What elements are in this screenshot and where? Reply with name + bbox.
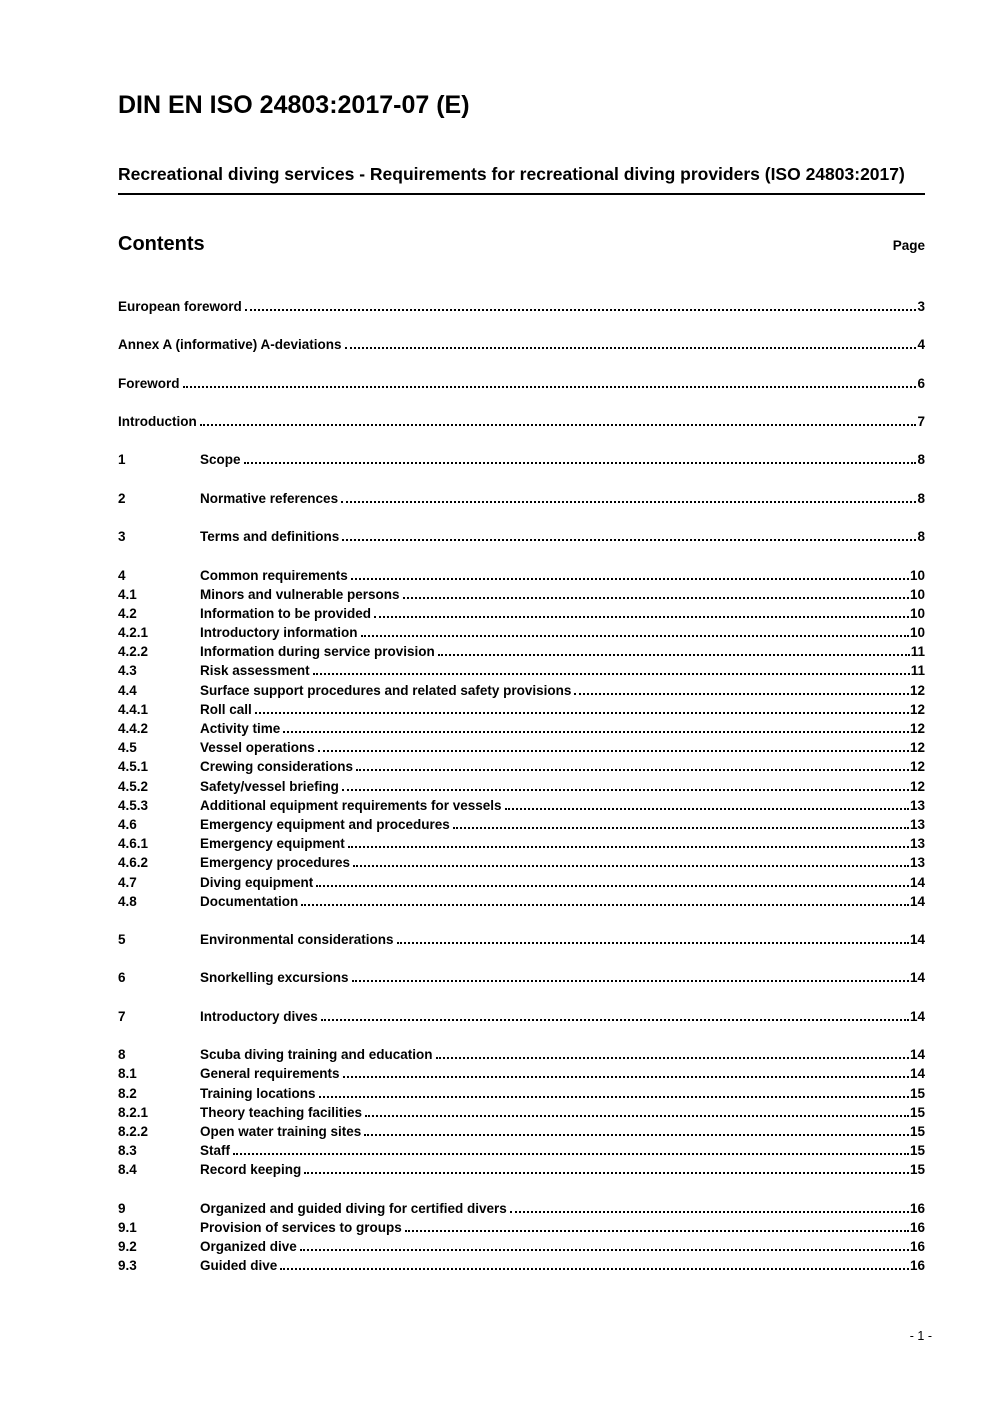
toc-leader-dots xyxy=(283,731,909,733)
toc-entry-title: Activity time xyxy=(200,721,281,736)
toc-entry-title: Information during service provision xyxy=(200,644,435,660)
toc-entry-title: Organized dive xyxy=(200,1239,297,1255)
toc-leader-dots xyxy=(313,673,910,675)
contents-heading: Contents xyxy=(118,232,205,255)
toc-entry xyxy=(118,853,925,872)
toc-entry-number: 9 xyxy=(118,1200,126,1216)
toc-entry-number: 7 xyxy=(118,1008,126,1024)
toc-leader-dots xyxy=(352,980,909,982)
table-of-contents xyxy=(118,297,925,1276)
toc-entry-page: 13 xyxy=(909,836,925,852)
toc-entry-page: 14 xyxy=(909,932,925,948)
toc-entry-title: Theory teaching facilities xyxy=(200,1104,363,1120)
toc-entry-number: 4.5 xyxy=(118,740,137,756)
toc-leader-dots xyxy=(353,865,909,867)
toc-entry-title: Open water training sites xyxy=(200,1123,362,1139)
toc-entry-title: Emergency equipment and procedures xyxy=(200,816,450,832)
toc-entry-number: 4.6.1 xyxy=(118,836,149,852)
toc-entry xyxy=(118,815,925,834)
toc-entry-page: 4 xyxy=(917,337,925,353)
toc-entry-page: 12 xyxy=(909,721,925,736)
toc-leader-dots xyxy=(403,597,909,599)
document-code-heading: DIN EN ISO 24803:2017-07 (E) xyxy=(118,91,470,119)
toc-leader-dots xyxy=(280,1268,909,1270)
toc-entry-number: 4.1 xyxy=(118,586,137,602)
toc-entry-page: 10 xyxy=(909,567,925,583)
toc-entry-page: 16 xyxy=(909,1258,925,1274)
toc-entry-title: Terms and definitions xyxy=(200,529,340,545)
toc-entry xyxy=(118,1160,925,1179)
toc-entry-page: 8 xyxy=(917,490,925,506)
toc-leader-dots xyxy=(319,1096,909,1098)
toc-entry xyxy=(118,873,925,892)
toc-entry-number: 8.4 xyxy=(118,1162,137,1178)
toc-entry xyxy=(118,796,925,815)
toc-entry-number: 1 xyxy=(118,452,126,468)
toc-entry-title: Environmental considerations xyxy=(200,932,394,948)
toc-leader-dots xyxy=(304,1172,909,1174)
toc-entry-title: Risk assessment xyxy=(200,663,310,679)
toc-entry-page: 14 xyxy=(909,970,925,986)
toc-leader-dots xyxy=(316,885,909,887)
toc-entry-title: Provision of services to groups xyxy=(200,1219,402,1235)
toc-entry xyxy=(118,661,925,680)
toc-entry-number: 4.8 xyxy=(118,893,137,909)
toc-leader-dots xyxy=(436,1057,909,1059)
toc-entry xyxy=(118,642,925,661)
toc-entry-page: 12 xyxy=(909,740,925,756)
toc-entry-title: European foreword xyxy=(118,298,242,314)
toc-entry-title: Introduction xyxy=(118,414,197,429)
toc-entry-page: 8 xyxy=(917,452,925,468)
toc-entry-page: 11 xyxy=(910,663,925,679)
toc-leader-dots xyxy=(361,635,909,637)
toc-entry xyxy=(118,450,925,469)
toc-entry-title: Foreword xyxy=(118,375,180,391)
toc-entry-number: 3 xyxy=(118,529,126,545)
toc-entry-title: Staff xyxy=(200,1143,230,1159)
toc-entry-title: Guided dive xyxy=(200,1258,278,1274)
toc-leader-dots xyxy=(453,827,909,829)
toc-leader-dots xyxy=(342,789,909,791)
toc-entry-title: Scuba diving training and education xyxy=(200,1047,433,1063)
toc-leader-dots xyxy=(374,616,909,618)
toc-entry xyxy=(118,489,925,508)
toc-entry-title: Record keeping xyxy=(200,1162,302,1178)
toc-entry-number: 4.5.2 xyxy=(118,778,149,794)
toc-entry xyxy=(118,968,925,987)
toc-entry-title: Annex A (informative) A-deviations xyxy=(118,337,342,353)
toc-entry-number: 2 xyxy=(118,490,126,506)
toc-leader-dots xyxy=(348,846,909,848)
toc-entry-page: 15 xyxy=(909,1143,925,1159)
toc-leader-dots xyxy=(245,309,917,311)
toc-entry xyxy=(118,1064,925,1083)
toc-entry xyxy=(118,623,925,642)
toc-entry-title: Additional equipment requirements for vessels xyxy=(200,797,502,813)
toc-entry xyxy=(118,700,925,719)
toc-entry-page: 14 xyxy=(909,874,925,890)
toc-entry xyxy=(118,719,925,738)
toc-entry-title: Minors and vulnerable persons xyxy=(200,586,400,602)
toc-entry-number: 4.3 xyxy=(118,663,137,679)
toc-entry-number: 4 xyxy=(118,567,126,583)
toc-entry-page: 12 xyxy=(909,759,925,775)
toc-entry-page: 16 xyxy=(909,1200,925,1216)
toc-entry-title: Emergency procedures xyxy=(200,855,351,871)
contents-header-row xyxy=(118,233,925,256)
toc-entry-number: 8.2 xyxy=(118,1085,137,1101)
toc-entry xyxy=(118,335,925,354)
toc-entry-page: 12 xyxy=(909,682,925,698)
page-column-label: Page xyxy=(892,237,925,253)
toc-entry-page: 14 xyxy=(909,1008,925,1024)
toc-entry-title: Roll call xyxy=(200,701,252,717)
toc-entry xyxy=(118,834,925,853)
toc-entry-number: 4.2.1 xyxy=(118,625,149,641)
toc-entry-title: Vessel operations xyxy=(200,740,315,756)
toc-entry-page: 14 xyxy=(909,1066,925,1082)
toc-leader-dots xyxy=(200,424,917,426)
toc-entry xyxy=(118,374,925,393)
toc-entry-number: 8.2.1 xyxy=(118,1104,149,1120)
toc-entry-number: 8.2.2 xyxy=(118,1123,149,1139)
toc-entry-number: 4.2.2 xyxy=(118,644,149,660)
toc-leader-dots xyxy=(505,808,909,810)
toc-entry-number: 9.1 xyxy=(118,1219,137,1235)
toc-entry xyxy=(118,1237,925,1256)
toc-entry xyxy=(118,1103,925,1122)
toc-entry-title: Common requirements xyxy=(200,567,348,583)
toc-entry-title: Surface support procedures and related safety provisions xyxy=(200,682,572,698)
toc-leader-dots xyxy=(364,1134,909,1136)
toc-entry-page: 16 xyxy=(909,1239,925,1255)
toc-entry-number: 5 xyxy=(118,932,126,948)
toc-entry-title: Documentation xyxy=(200,893,299,909)
toc-entry-title: Scope xyxy=(200,452,241,468)
toc-entry-title: Information to be provided xyxy=(200,605,371,621)
toc-leader-dots xyxy=(244,462,917,464)
toc-entry xyxy=(118,738,925,757)
toc-leader-dots xyxy=(300,1249,909,1251)
toc-entry-page: 8 xyxy=(917,529,925,545)
toc-entry xyxy=(118,1045,925,1064)
toc-entry-number: 4.7 xyxy=(118,874,137,890)
toc-leader-dots xyxy=(183,386,917,388)
toc-leader-dots xyxy=(233,1153,909,1155)
toc-entry-page: 15 xyxy=(909,1085,925,1101)
toc-entry xyxy=(118,1122,925,1141)
toc-entry-page: 14 xyxy=(909,893,925,909)
toc-entry-number: 8.1 xyxy=(118,1066,137,1082)
toc-entry-number: 8 xyxy=(118,1047,126,1063)
toc-leader-dots xyxy=(574,693,909,695)
toc-entry-page: 15 xyxy=(909,1104,925,1120)
toc-entry-page: 3 xyxy=(917,298,925,314)
toc-leader-dots xyxy=(318,750,909,752)
toc-entry-number: 4.6.2 xyxy=(118,855,149,871)
toc-entry xyxy=(118,527,925,546)
toc-entry-title: Normative references xyxy=(200,490,339,506)
toc-entry xyxy=(118,1199,925,1218)
toc-entry-page: 7 xyxy=(917,414,925,429)
toc-entry xyxy=(118,1256,925,1275)
toc-leader-dots xyxy=(301,904,909,906)
toc-leader-dots xyxy=(255,712,909,714)
toc-leader-dots xyxy=(321,1019,909,1021)
toc-entry-title: Training locations xyxy=(200,1085,316,1101)
toc-leader-dots xyxy=(343,1076,909,1078)
toc-entry xyxy=(118,1007,925,1026)
toc-entry xyxy=(118,930,925,949)
toc-entry xyxy=(118,1141,925,1160)
toc-entry-number: 4.4.1 xyxy=(118,701,149,717)
toc-entry-page: 13 xyxy=(909,855,925,871)
toc-entry-number: 4.5.1 xyxy=(118,759,149,775)
toc-entry-page: 16 xyxy=(909,1219,925,1235)
toc-entry xyxy=(118,681,925,700)
toc-leader-dots xyxy=(510,1211,909,1213)
toc-entry-number: 6 xyxy=(118,970,126,986)
toc-entry-page: 10 xyxy=(909,625,925,641)
toc-entry-number: 4.2 xyxy=(118,605,137,621)
toc-entry-page: 13 xyxy=(909,797,925,813)
toc-entry-number: 8.3 xyxy=(118,1143,137,1159)
toc-entry xyxy=(118,777,925,796)
toc-entry-title: Crewing considerations xyxy=(200,759,354,775)
toc-entry-page: 6 xyxy=(917,375,925,391)
toc-entry-number: 9.3 xyxy=(118,1258,137,1274)
toc-entry-title: Organized and guided diving for certified divers xyxy=(200,1200,507,1216)
toc-entry-title: General requirements xyxy=(200,1066,340,1082)
toc-entry-title: Diving equipment xyxy=(200,874,314,890)
toc-entry xyxy=(118,757,925,776)
toc-leader-dots xyxy=(397,942,909,944)
toc-entry-title: Snorkelling excursions xyxy=(200,970,349,986)
document-title: Recreational diving services - Requirements for recreational diving providers (ISO 24803:2017) xyxy=(118,164,925,195)
toc-entry xyxy=(118,604,925,623)
toc-entry-number: 4.4.2 xyxy=(118,721,149,736)
toc-entry-page: 11 xyxy=(910,644,925,660)
toc-entry xyxy=(118,1084,925,1103)
toc-entry-number: 4.5.3 xyxy=(118,797,149,813)
toc-entry-number: 9.2 xyxy=(118,1239,137,1255)
toc-leader-dots xyxy=(365,1115,909,1117)
toc-leader-dots xyxy=(438,654,910,656)
toc-leader-dots xyxy=(342,539,916,541)
toc-entry xyxy=(118,412,925,431)
toc-entry xyxy=(118,566,925,585)
toc-leader-dots xyxy=(405,1230,909,1232)
toc-leader-dots xyxy=(345,347,917,349)
toc-entry xyxy=(118,1218,925,1237)
toc-entry-title: Introductory dives xyxy=(200,1008,318,1024)
toc-entry-page: 12 xyxy=(909,701,925,717)
toc-entry-title: Emergency equipment xyxy=(200,836,345,852)
toc-leader-dots xyxy=(356,769,909,771)
page-content xyxy=(0,90,992,1275)
toc-entry-number: 4.4 xyxy=(118,682,137,698)
toc-entry-title: Introductory information xyxy=(200,625,358,641)
toc-leader-dots xyxy=(351,578,909,580)
footer-page-number: - 1 - xyxy=(909,1329,932,1343)
toc-entry-page: 15 xyxy=(909,1162,925,1178)
toc-entry-page: 13 xyxy=(909,816,925,832)
toc-entry-title: Safety/vessel briefing xyxy=(200,778,339,794)
toc-entry-page: 14 xyxy=(909,1047,925,1063)
toc-entry xyxy=(118,297,925,316)
toc-entry-page: 15 xyxy=(909,1123,925,1139)
toc-leader-dots xyxy=(341,501,916,503)
toc-entry xyxy=(118,892,925,911)
toc-entry xyxy=(118,585,925,604)
toc-entry-page: 10 xyxy=(909,605,925,621)
toc-entry-page: 12 xyxy=(909,778,925,794)
toc-entry-page: 10 xyxy=(909,586,925,602)
toc-entry-number: 4.6 xyxy=(118,816,137,832)
